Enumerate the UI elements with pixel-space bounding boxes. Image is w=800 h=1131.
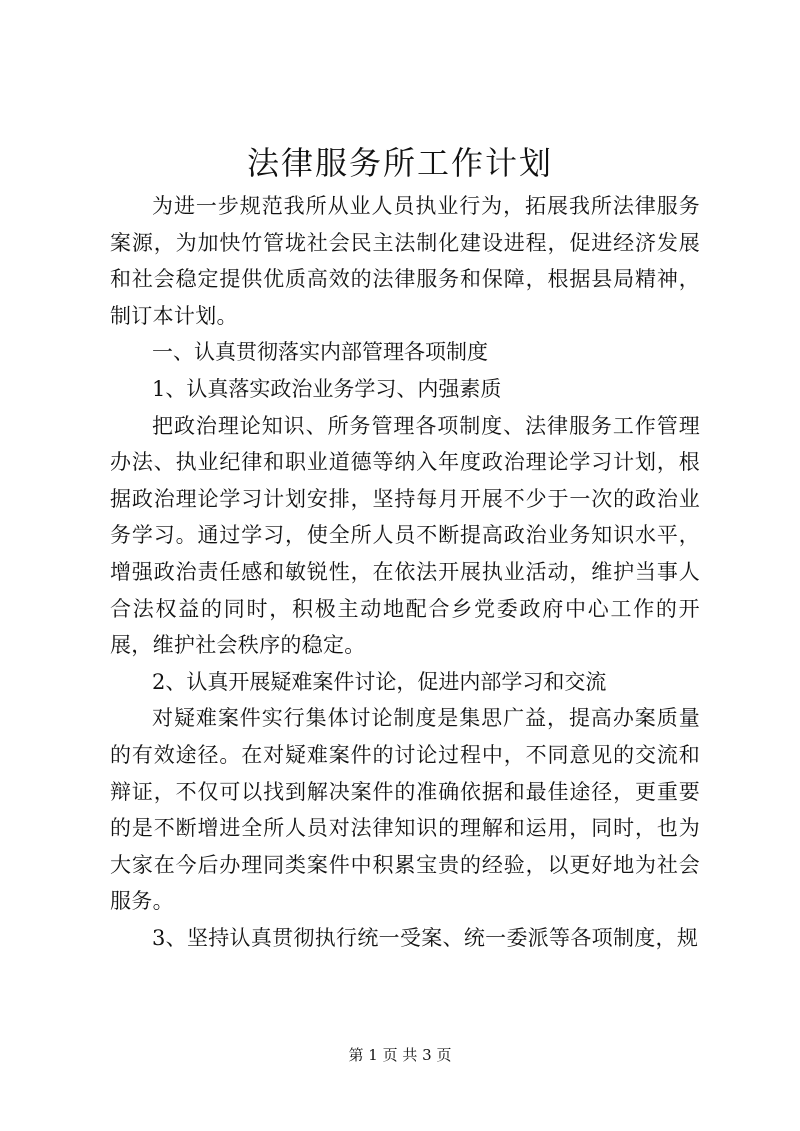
section-heading-1: 一、认真贯彻落实内部管理各项制度 [152, 340, 488, 365]
document-body [110, 188, 700, 956]
document-title: 法律服务所工作计划 [246, 144, 553, 182]
page-footer: 第 1 页 共 3 页 [348, 1046, 452, 1064]
paragraph-study: 把政治理论知识、所务管理各项制度、法律服务工作管理办法、执业纪律和职业道德等纳入年度政治理论学习计划，根据政治理论学习计划安排，坚持每月开展不少于一次的政治业务学习。通过学习，使全所人员不断提高政治业务知识水平，增强政治责任感和敏锐性，在依法开展执业活动，维护当事人合法权益的同时，积极主动地配合乡党委政府中心工作的开展，维护社会秩序的稳定。 [110, 413, 700, 658]
paragraph-case-discussion: 对疑难案件实行集体讨论制度是集思广益，提高办案质量的有效途径。在对疑难案件的讨论过程中，不同意见的交流和辩证，不仅可以找到解决案件的准确依据和最佳途径，更重要的是不断增进全所人员对法律知识的理解和运用，同时，也为大家在今后办理同类案件中积累宝贵的经验，以更好地为社会服务。 [110, 706, 700, 914]
subsection-heading-2: 2、认真开展疑难案件讨论，促进内部学习和交流 [152, 669, 607, 694]
paragraph-continued: 3、坚持认真贯彻执行统一受案、统一委派等各项制度，规 [152, 925, 699, 950]
subsection-heading-1: 1、认真落实政治业务学习、内强素质 [152, 376, 502, 401]
intro-paragraph: 为进一步规范我所从业人员执业行为，拓展我所法律服务案源，为加快竹管垅社会民主法制化建设进程，促进经济发展和社会稳定提供优质高效的法律服务和保障，根据县局精神，制订本计划。 [110, 194, 700, 328]
